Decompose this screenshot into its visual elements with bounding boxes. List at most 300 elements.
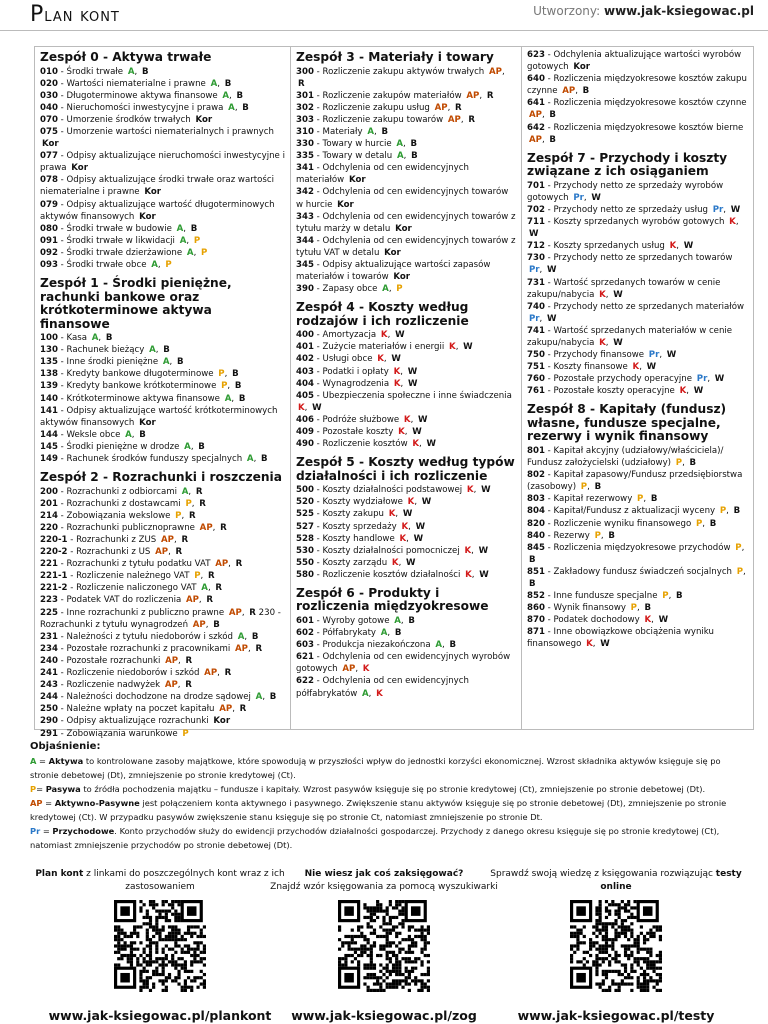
account-name: Środki pieniężne w drodze	[66, 441, 180, 452]
account-code: 300	[296, 66, 314, 77]
account-row[interactable]: 220-2 - Rozrachunki z US AP, R	[40, 547, 183, 558]
account-name: Inne środki pieniężne	[66, 357, 159, 368]
account-type-tag: W	[479, 569, 489, 580]
account-row[interactable]: 343 - Odchylenia od cen ewidencyjnych towarów z tytułu marży w detalu Kor	[296, 211, 516, 234]
account-row[interactable]: 030 - Długoterminowe aktywa finansowe A, B	[40, 90, 244, 101]
account-name: Wynik finansowy	[553, 603, 626, 614]
account-type-tag: Kor	[71, 163, 88, 174]
account-type-tag: Kor	[139, 417, 156, 428]
account-type-tag: B	[224, 78, 232, 89]
account-row[interactable]: 231 - Należności z tytułu niedoborów i szkód A, B	[40, 631, 259, 642]
account-type-tag: R	[235, 559, 243, 570]
account-row[interactable]: 520 - Koszty wydziałowe K, W	[296, 497, 432, 508]
account-type-tag: R	[181, 535, 189, 545]
account-row[interactable]: 140 - Krótkoterminowe aktywa finansowe A, B	[40, 393, 246, 404]
account-row[interactable]: 291 - Zobowiązania warunkowe P	[40, 728, 189, 739]
account-type-tag: R	[486, 90, 494, 101]
account-type-tag: A	[127, 66, 135, 77]
account-name: Koszty wydziałowe	[322, 497, 403, 508]
account-type-tag: AP	[164, 680, 178, 691]
account-code: 642	[527, 122, 545, 133]
account-type-tag: P	[201, 247, 208, 258]
account-type-tag: R	[207, 571, 215, 582]
account-code: 750	[527, 350, 545, 361]
account-row[interactable]: 290 - Odpisy aktualizujące rozrachunki Kor	[40, 716, 231, 727]
account-type-tag: AP	[192, 619, 206, 630]
account-row[interactable]: 077 - Odpisy aktualizujące nieruchomości inwestycyjne i prawa Kor	[40, 151, 285, 174]
qr-block-plankont: Plan kont z linkami do poszczególnych kont wraz z ich zastosowaniem	[30, 868, 290, 997]
account-type-tag: Kor	[144, 187, 161, 198]
qr-block-zog: Nie wiesz jak coś zaksięgować? Znajdź wzór księgowania za pomocą wyszukiwarki	[254, 868, 514, 997]
account-row[interactable]: 223 - Podatek VAT do rozliczenia AP, R	[40, 595, 214, 606]
account-name: Pozostałe rozrachunki	[66, 655, 161, 666]
account-code: 525	[296, 509, 314, 520]
account-name: Pozostałe rozrachunki z pracownikami	[66, 643, 231, 654]
account-type-tag: R	[455, 102, 462, 113]
account-type-tag: AP	[562, 86, 576, 97]
account-row[interactable]: 751 - Koszty finansowe K, W	[527, 362, 657, 373]
account-name: Amortyzacja	[322, 330, 377, 341]
account-code: 303	[296, 114, 314, 125]
account-code: 840	[527, 530, 545, 541]
account-row[interactable]: 621 - Odchylenia od cen ewidencyjnych wyrobów gotowych AP, K	[296, 652, 511, 675]
account-type-tag: R	[249, 607, 256, 618]
account-row[interactable]: 640 - Rozliczenia międzyokresowe kosztów zakupu czynne AP, B	[527, 74, 747, 97]
account-code: 622	[296, 676, 314, 687]
account-name: Inne fundusze specjalne	[553, 591, 658, 602]
account-row[interactable]: 234 - Pozostałe rozrachunki z pracownikami AP, R	[40, 643, 263, 654]
qr-url-zog[interactable]: www.jak-ksiegowac.pl/zog	[291, 1008, 477, 1023]
account-code: 138	[40, 369, 58, 380]
account-type-tag: W	[547, 313, 557, 324]
account-name: Weksle obce	[66, 429, 121, 440]
account-code: 040	[40, 102, 58, 113]
account-code: 221-2	[40, 583, 68, 594]
account-row[interactable]: 144 - Weksle obce A, B	[40, 429, 146, 440]
legend-aktywno-pasywne: AP = Aktywno-Pasywne jest połączeniem konta aktywnego i pasywnego. Zwiększenie stanu aktywów księguje się po stronie debetowej (Dt), zmniejszenie po stronie kredytowej (Ct). W przypadku pasywów zwiększenie stanu księguje się po stronie Ct, natomiast zmniejszenie po stronie Dt.	[30, 798, 727, 822]
account-type-tag: AP	[235, 643, 248, 654]
account-name: Towary w detalu	[322, 151, 393, 162]
account-type-tag: P	[675, 458, 683, 469]
group-heading: Zespół 3 - Materiały i towary	[296, 50, 494, 64]
account-row[interactable]: 870 - Podatek dochodowy K, W	[527, 615, 669, 626]
group-heading: Zespół 0 - Aktywa trwałe	[40, 50, 212, 64]
account-code: 802	[527, 470, 545, 481]
account-name: Rozrachunki z dostawcami	[66, 498, 181, 509]
account-code: 500	[296, 485, 314, 496]
account-code: 243	[40, 680, 58, 691]
account-row[interactable]: 301 - Rozliczenie zakupów materiałów AP, R	[296, 90, 494, 101]
account-code: 302	[296, 102, 314, 113]
account-row[interactable]: 020 - Wartości niematerialne i prawne A, B	[40, 78, 232, 89]
legend-heading: Objaśnienie:	[30, 741, 101, 752]
account-type-tag: A	[181, 486, 189, 497]
account-type-tag: B	[411, 151, 418, 162]
account-name: Rezerwy	[553, 530, 590, 541]
qr-url-plankont[interactable]: www.jak-ksiegowac.pl/plankont	[48, 1008, 272, 1023]
account-row[interactable]: 405 - Ubezpieczenia społeczne i inne świadczenia K, W	[296, 390, 512, 413]
account-type-tag: B	[594, 482, 602, 493]
account-code: 234	[40, 643, 58, 654]
account-row[interactable]: 642 - Rozliczenia międzyokresowe kosztów bierne AP, B	[527, 122, 744, 145]
account-row[interactable]: 702 - Przychody netto ze sprzedaży usług Pr, W	[527, 204, 741, 215]
account-code: 241	[40, 668, 58, 679]
account-row[interactable]: 138 - Kredyty bankowe długoterminowe P, B	[40, 369, 239, 380]
account-code: 803	[527, 494, 545, 505]
account-row[interactable]: 221-1 - Rozliczenie należnego VAT P, R	[40, 571, 215, 582]
site-link[interactable]: www.jak-ksiegowac.pl	[604, 4, 754, 18]
account-code: 530	[296, 545, 314, 556]
account-row[interactable]: 010 - Środki trwałe A, B	[40, 66, 149, 77]
account-type-tag: AP	[185, 595, 199, 606]
account-type-tag: K	[599, 337, 606, 348]
account-type-tag: A	[176, 223, 184, 234]
account-code: 130	[40, 345, 58, 356]
account-code: 711	[527, 217, 545, 228]
account-row[interactable]: 550 - Koszty zarządu K, W	[296, 557, 416, 568]
account-type-tag: W	[395, 330, 405, 341]
account-row[interactable]: 141 - Odpisy aktualizujące wartość krótkoterminowych aktywów finansowych Kor	[40, 405, 278, 428]
account-row[interactable]: 075 - Umorzenie wartości niematerialnych i prawnych Kor	[40, 126, 274, 150]
account-row[interactable]: 761 - Pozostałe koszty operacyjne K, W	[527, 386, 704, 397]
account-row[interactable]: 214 - Zobowiązania wekslowe P, R	[40, 510, 196, 521]
account-row[interactable]: 580 - Rozliczenie kosztów działalności K, W	[296, 569, 489, 580]
account-row[interactable]: 145 - Środki pieniężne w drodze A, B	[40, 441, 205, 452]
account-row[interactable]: 091 - Środki trwałe w likwidacji A, P	[40, 235, 201, 246]
account-type-tag: Kor	[337, 199, 354, 210]
account-name: Kapitał/Fundusz z aktualizacji wyceny	[553, 506, 716, 517]
account-row[interactable]: 741 - Wartość sprzedanych materiałów w cenie zakupu/nabycia K, W	[527, 325, 733, 348]
account-code: 077	[40, 151, 58, 162]
account-type-tag: AP	[219, 704, 233, 715]
account-row[interactable]: 092 - Środki trwałe dzierżawione A, P	[40, 247, 208, 258]
account-type-tag: W	[421, 497, 432, 508]
account-type-tag: B	[234, 381, 242, 392]
account-type-tag: B	[238, 393, 246, 404]
account-name: Rozliczenie zakupu aktywów trwałych	[322, 66, 485, 77]
account-name: Przychody netto ze sprzedaży wyrobów gotowych	[527, 180, 724, 203]
qr-code-icon[interactable]	[114, 900, 206, 992]
account-type-tag: A	[228, 102, 235, 113]
account-row[interactable]: 303 - Rozliczenie zakupu towarów AP, R	[296, 114, 475, 125]
account-name: Koszty sprzedanych wyrobów gotowych	[553, 217, 725, 228]
account-row[interactable]: 622 - Odchylenia od cen ewidencyjnych półfabrykatów A, K	[296, 676, 469, 699]
account-row[interactable]: 409 - Pozostałe koszty K, W	[296, 427, 422, 438]
account-type-tag: W	[683, 241, 694, 252]
account-code: 527	[296, 521, 314, 532]
account-row[interactable]: 840 - Rezerwy P, B	[527, 530, 615, 541]
account-row[interactable]: 341 - Odchylenia od cen ewidencyjnych materiałów Kor	[296, 163, 469, 186]
account-type-tag: K	[388, 509, 396, 520]
account-type-tag: B	[139, 429, 146, 440]
account-code: 760	[527, 374, 545, 385]
account-row[interactable]: 300 - Rozliczenie zakupu aktywów trwałych AP, R	[296, 66, 505, 89]
account-code: 761	[527, 386, 545, 397]
account-code: 402	[296, 354, 314, 365]
created-by: Utworzony: www.jak-ksiegowac.pl	[533, 4, 754, 18]
account-type-tag: R	[468, 114, 475, 125]
account-row[interactable]: 500 - Koszty działalności podstawowej K, W	[296, 485, 491, 496]
account-code: 093	[40, 260, 58, 270]
account-name: Umorzenie wartości niematerialnych i prawnych	[66, 126, 274, 137]
account-type-tag: B	[198, 441, 205, 452]
account-row[interactable]: 093 - Środki trwałe obce A, P	[40, 260, 172, 270]
account-code: 244	[40, 692, 58, 703]
account-type-tag: P	[637, 494, 644, 505]
account-code: 330	[296, 139, 314, 150]
account-type-tag: B	[232, 369, 239, 380]
account-row[interactable]: 404 - Wynagrodzenia K, W	[296, 378, 418, 389]
account-row[interactable]: 241 - Rozliczenie niedoborów i szkód AP, R	[40, 668, 232, 679]
account-type-tag: Kor	[573, 62, 591, 73]
account-type-tag: B	[261, 454, 268, 465]
account-code: 871	[527, 627, 545, 638]
account-type-tag: AP	[434, 102, 448, 113]
account-row[interactable]: 760 - Pozostałe przychody operacyjne Pr, W	[527, 374, 725, 385]
account-row[interactable]: 851 - Zakładowy fundusz świadczeń socjalnych P, B	[527, 566, 746, 589]
account-code: 409	[296, 427, 314, 438]
account-row[interactable]: 149 - Rachunek środków funduszy specjalnych A, B	[40, 454, 268, 465]
account-type-tag: AP	[529, 134, 542, 145]
account-type-tag: A	[222, 90, 230, 101]
account-row[interactable]: 530 - Koszty działalności pomocniczej K, W	[296, 545, 489, 556]
account-type-tag: R	[298, 78, 305, 89]
account-row[interactable]: 852 - Inne fundusze specjalne P, B	[527, 591, 683, 602]
account-row[interactable]: 250 - Należne wpłaty na poczet kapitału AP, R	[40, 704, 247, 715]
account-name: Środki trwałe w likwidacji	[66, 235, 175, 246]
account-row[interactable]: 731 - Wartość sprzedanych towarów w cenie zakupu/nabycia K, W	[527, 277, 721, 300]
account-row[interactable]: 240 - Pozostałe rozrachunki AP, R	[40, 655, 193, 666]
account-code: 603	[296, 640, 314, 651]
account-code: 702	[527, 204, 545, 215]
account-name: Materiały	[322, 126, 363, 137]
account-row[interactable]: 302 - Rozliczenie zakupu usług AP, R	[296, 102, 462, 113]
account-type-tag: R	[220, 522, 227, 533]
account-code: 730	[527, 253, 545, 264]
account-row[interactable]: 750 - Przychody finansowe Pr, W	[527, 350, 677, 361]
account-name: Odpisy aktualizujące rozrachunki	[66, 716, 209, 727]
account-code: 030	[40, 90, 58, 101]
account-name: Wynagrodzenia	[322, 378, 390, 389]
account-row[interactable]: 079 - Odpisy aktualizujące wartość długoterminowych aktywów finansowych Kor	[40, 199, 275, 222]
account-row[interactable]: 528 - Koszty handlowe K, W	[296, 533, 424, 544]
account-code: 741	[527, 325, 545, 336]
account-row[interactable]: 220-1 - Rozrachunki z ZUS AP, R	[40, 535, 189, 545]
account-type-tag: B	[549, 110, 556, 121]
account-name: Zużycie materiałów i energii	[322, 342, 445, 353]
account-code: 342	[296, 187, 314, 198]
account-row[interactable]: 845 - Rozliczenia międzyokresowe przychodów P, B	[527, 542, 745, 565]
account-name: Kapitał akcyjny (udziałowy/właściciela)/ Fundusz założycielski (udziałowy)	[527, 445, 724, 469]
account-row[interactable]: 201 - Rozrachunki z dostawcami P, R	[40, 498, 206, 509]
account-row[interactable]: 490 - Rozliczenie kosztów K, W	[296, 439, 436, 450]
account-type-tag: W	[547, 265, 557, 276]
account-row[interactable]: 040 - Nieruchomości inwestycyjne i prawa A, B	[40, 102, 249, 113]
account-row[interactable]: 403 - Podatki i opłaty K, W	[296, 366, 418, 377]
account-type-tag: K	[393, 378, 401, 389]
account-type-tag: W	[407, 366, 418, 377]
account-row[interactable]: 641 - Rozliczenia międzyokresowe kosztów czynne AP, B	[527, 98, 747, 121]
account-code: 335	[296, 151, 314, 162]
account-row[interactable]: 080 - Środki trwałe w budowie A, B	[40, 223, 198, 234]
account-type-tag: W	[478, 545, 489, 556]
account-row[interactable]: 603 - Produkcja niezakończona A, B	[296, 640, 457, 651]
account-row[interactable]: 330 - Towary w hurcie A, B	[296, 139, 418, 150]
account-code: 640	[527, 74, 545, 85]
account-type-tag: A	[237, 631, 245, 642]
account-type-tag: K	[377, 354, 384, 365]
account-type-tag: B	[105, 333, 113, 344]
account-row[interactable]: 243 - Rozliczenie nadwyżek AP, R	[40, 680, 192, 691]
account-code: 231	[40, 631, 58, 642]
account-row[interactable]: 390 - Zapasy obce A, P	[296, 284, 403, 295]
account-row[interactable]: 139 - Kredyty bankowe krótkoterminowe P, B	[40, 381, 242, 392]
account-name: Podróże służbowe	[322, 414, 400, 425]
account-type-tag: P	[165, 260, 172, 270]
account-type-tag: B	[213, 619, 220, 630]
account-row[interactable]: 602 - Półfabrykaty A, B	[296, 628, 402, 639]
account-row[interactable]: 711 - Koszty sprzedanych wyrobów gotowych K, W	[527, 217, 739, 240]
account-row[interactable]: 820 - Rozliczenie wyniku finansowego P, B	[527, 518, 717, 529]
account-code: 801	[527, 445, 545, 456]
account-row[interactable]: 070 - Umorzenie środków trwałych Kor	[40, 114, 213, 125]
account-type-tag: W	[693, 386, 704, 397]
account-row[interactable]: 344 - Odchylenia od cen ewidencyjnych towarów z tytułu VAT w detalu Kor	[296, 235, 516, 258]
account-type-tag: K	[599, 289, 606, 300]
account-name: Środki trwałe dzierżawione	[66, 247, 183, 258]
account-code: 731	[527, 277, 545, 288]
account-type-tag: AP	[342, 664, 356, 675]
account-row[interactable]: 335 - Towary w detalu A, B	[296, 151, 418, 162]
account-row[interactable]: 406 - Podróże służbowe K, W	[296, 414, 428, 425]
account-row[interactable]: 220 - Rozrachunki publicznoprawne AP, R	[40, 522, 227, 533]
account-name: Rozrachunki z odbiorcami	[66, 486, 177, 497]
account-name: Usługi obce	[322, 354, 373, 365]
account-row[interactable]: 525 - Koszty zakupu K, W	[296, 509, 413, 520]
account-row[interactable]: 803 - Kapitał rezerwowy P, B	[527, 494, 658, 505]
account-row[interactable]: 345 - Odpisy aktualizujące wartości zapasów materiałów i towarów Kor	[296, 260, 491, 283]
account-row[interactable]: 310 - Materiały A, B	[296, 126, 389, 137]
account-row[interactable]: 623 - Odchylenia aktualizujące wartości wyrobów gotowych Kor	[527, 50, 742, 73]
account-type-tag: A	[201, 583, 208, 594]
account-row[interactable]: 244 - Należności dochodzone na drodze sądowej A, B	[40, 692, 277, 703]
account-code: 291	[40, 728, 58, 739]
account-row[interactable]: 130 - Rachunek bieżący A, B	[40, 345, 170, 356]
account-code: 345	[296, 260, 314, 270]
account-type-tag: A	[396, 151, 404, 162]
account-type-tag: W	[600, 639, 610, 650]
qr-code-icon[interactable]	[570, 900, 662, 992]
account-type-tag: AP	[161, 535, 174, 545]
account-type-tag: A	[362, 688, 369, 699]
account-type-tag: B	[190, 223, 198, 234]
qr-code-icon[interactable]	[338, 900, 430, 992]
account-code: 528	[296, 533, 314, 544]
account-type-tag: W	[730, 204, 741, 215]
account-name: Kasa	[66, 333, 88, 344]
account-code: 075	[40, 126, 58, 137]
account-row[interactable]: 135 - Inne środki pieniężne A, B	[40, 357, 184, 368]
account-type-tag: A	[91, 333, 99, 344]
account-row[interactable]: 225 - Inne rozrachunki z publiczno prawne AP, R 230 - Rozrachunki z tytułu wynagrodzeń AP, B	[40, 607, 281, 630]
account-name: Koszty sprzedaży	[322, 521, 397, 532]
account-type-tag: W	[658, 615, 669, 626]
account-code: 135	[40, 357, 58, 368]
account-row[interactable]: 221-2 - Rozliczenie naliczonego VAT A, R	[40, 583, 223, 594]
account-row[interactable]: 801 - Kapitał akcyjny (udziałowy/właściciela)/ Fundusz założycielski (udziałowy) P, B	[527, 445, 724, 469]
account-type-tag: W	[407, 378, 418, 389]
account-code: 406	[296, 414, 314, 425]
account-row[interactable]: 402 - Usługi obce K, W	[296, 354, 401, 365]
account-type-tag: R	[185, 680, 192, 691]
account-row[interactable]: 200 - Rozrachunki z odbiorcami A, R	[40, 486, 203, 497]
account-type-tag: Kor	[348, 175, 366, 186]
account-name: Rachunek bieżący	[66, 345, 145, 356]
account-code: 140	[40, 393, 58, 404]
account-row[interactable]: 078 - Odpisy aktualizujące środki trwałe oraz wartości niematerialne i prawne Kor	[40, 175, 274, 198]
account-type-tag: B	[608, 530, 615, 541]
account-row[interactable]: 601 - Wyroby gotowe A, B	[296, 615, 415, 626]
account-code: 220	[40, 522, 58, 533]
account-name: Środki trwałe w budowie	[66, 223, 172, 234]
account-type-tag: B	[163, 345, 170, 356]
qr-url-testy[interactable]: www.jak-ksiegowac.pl/testy	[517, 1008, 715, 1023]
account-type-tag: A	[151, 260, 158, 270]
account-code: 091	[40, 235, 58, 246]
account-name: Zobowiązania warunkowe	[66, 728, 178, 739]
account-type-tag: W	[481, 485, 491, 496]
account-code: 860	[527, 603, 545, 614]
account-type-tag: P	[221, 381, 228, 392]
account-code: 400	[296, 330, 314, 341]
account-code: 010	[40, 66, 58, 77]
group-heading: Zespół 8 - Kapitały (fundusz) własne, fundusze specjalne, rezerwy i wynik finansowy	[527, 402, 727, 444]
account-name: Koszty handlowe	[322, 533, 395, 544]
account-name: Rozliczenie kosztów działalności	[322, 569, 461, 580]
page-title: Plan kont	[30, 2, 120, 27]
group-heading: Zespół 1 - Środki pieniężne, rachunki bankowe oraz krótkoterminowe aktywa finansowe	[40, 276, 232, 331]
account-code: 623	[527, 50, 545, 60]
account-name: Kredyty bankowe krótkoterminowe	[66, 381, 217, 392]
account-row[interactable]: 804 - Kapitał/Fundusz z aktualizacji wyceny P, B	[527, 506, 741, 517]
account-code: 310	[296, 126, 314, 137]
account-row[interactable]: 342 - Odchylenia od cen ewidencyjnych towarów w hurcie Kor	[296, 187, 509, 210]
account-row[interactable]: 100 - Kasa A, B	[40, 333, 113, 344]
account-code: 301	[296, 90, 314, 101]
account-row[interactable]: 860 - Wynik finansowy P, B	[527, 603, 652, 614]
account-row[interactable]: 712 - Koszty sprzedanych usług K, W	[527, 241, 694, 252]
account-row[interactable]: 740 - Przychody netto ze sprzedanych materiałów Pr, W	[527, 301, 745, 324]
account-row[interactable]: 730 - Przychody netto ze sprzedanych towarów Pr, W	[527, 253, 733, 276]
account-row[interactable]: 871 - Inne obowiązkowe obciążenia wyniku finansowego K, W	[527, 627, 714, 650]
account-type-tag: Pr	[529, 313, 540, 324]
account-code: 580	[296, 569, 314, 580]
account-type-tag: R	[239, 704, 247, 715]
account-row[interactable]: 802 - Kapitał zapasowy/Fundusz przedsiębiorstwa (zasobowy) P, B	[527, 470, 743, 493]
account-type-tag: W	[413, 533, 424, 544]
account-name: Podatki i opłaty	[322, 366, 389, 377]
account-type-tag: K	[465, 569, 472, 580]
account-row[interactable]: 527 - Koszty sprzedaży K, W	[296, 521, 426, 532]
account-row[interactable]: 221 - Rozrachunki z tytułu podatku VAT AP, R	[40, 559, 243, 570]
account-type-tag: R	[199, 498, 206, 509]
account-type-tag: B	[236, 90, 244, 101]
account-type-tag: A	[255, 692, 263, 703]
account-type-tag: AP	[165, 655, 179, 666]
account-row[interactable]: 400 - Amortyzacja K, W	[296, 330, 405, 341]
account-row[interactable]: 401 - Zużycie materiałów i energii K, W	[296, 342, 473, 353]
account-row[interactable]: 701 - Przychody netto ze sprzedaży wyrobów gotowych Pr, W	[527, 180, 724, 203]
